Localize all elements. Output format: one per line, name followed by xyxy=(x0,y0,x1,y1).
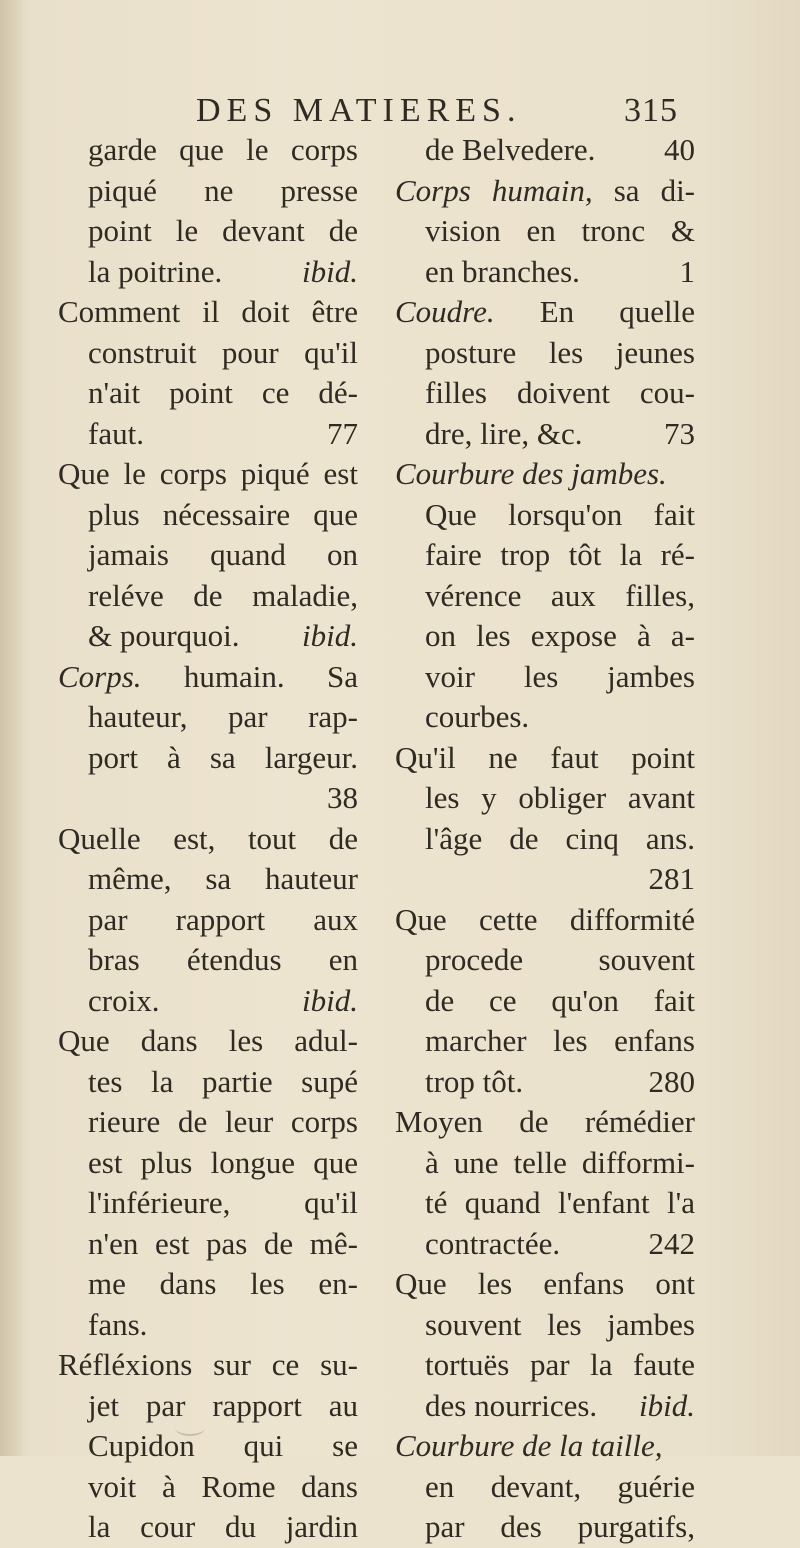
index-line xyxy=(58,1183,358,1224)
index-text: rieure de leur corps xyxy=(88,1104,358,1139)
index-text: jamais quand on xyxy=(88,537,358,572)
index-text: port à sa largeur. xyxy=(88,739,358,775)
index-text: Moyen de rémédier xyxy=(395,1104,695,1139)
index-line xyxy=(58,1062,358,1103)
index-text: Que les enfans ont xyxy=(395,1266,695,1301)
index-line xyxy=(395,252,695,293)
index-text: dre, lire, &c. xyxy=(425,415,583,451)
index-line xyxy=(395,292,695,333)
index-text: l'inférieure, qu'il xyxy=(88,1185,358,1220)
index-line xyxy=(395,535,695,576)
index-text: de Belvedere. xyxy=(425,132,596,167)
index-line xyxy=(395,130,695,171)
index-line xyxy=(395,778,695,819)
index-line xyxy=(58,1224,358,1265)
index-text: Que lorsqu'on fait xyxy=(425,496,695,532)
index-column-left xyxy=(58,130,358,1548)
index-text: hauteur, par rap- xyxy=(88,699,358,734)
index-text: Comment il doit être xyxy=(58,294,358,329)
index-heading: Courbure des jambes. xyxy=(395,456,667,491)
index-text: fans. xyxy=(88,1306,148,1342)
index-text: piqué ne presse xyxy=(88,172,358,208)
index-text: même, sa hauteur xyxy=(88,861,358,896)
index-line xyxy=(395,738,695,779)
index-text: la poitrine. xyxy=(88,253,223,289)
index-line xyxy=(58,1264,358,1305)
index-line xyxy=(395,657,695,698)
index-text: l'âge de cinq ans. xyxy=(425,820,695,856)
index-line xyxy=(58,1345,358,1386)
running-title: DES MATIERES. xyxy=(196,92,522,129)
index-text: les y obliger avant xyxy=(425,780,695,815)
index-line xyxy=(395,819,695,860)
page-reference: 280 xyxy=(648,1063,695,1099)
index-line xyxy=(58,211,358,252)
index-heading: Courbure de la taille, xyxy=(395,1428,663,1463)
index-line xyxy=(58,778,358,819)
index-line xyxy=(58,1305,358,1346)
index-line xyxy=(58,1426,358,1467)
index-line xyxy=(58,657,358,698)
index-line xyxy=(395,576,695,617)
page-reference: 281 xyxy=(648,861,695,896)
index-heading: Corps humain, xyxy=(395,172,593,208)
index-text: souvent les jambes xyxy=(425,1306,695,1342)
page-reference: 73 xyxy=(664,415,695,451)
index-text: jet par rapport au xyxy=(88,1387,358,1423)
index-text: des nourrices. xyxy=(425,1387,598,1423)
index-line xyxy=(58,1507,358,1548)
index-line xyxy=(395,900,695,941)
index-line xyxy=(395,1224,695,1265)
index-line xyxy=(395,211,695,252)
index-text: Quelle est, tout de xyxy=(58,820,358,856)
index-line xyxy=(58,454,358,495)
index-line xyxy=(395,981,695,1022)
index-text: Qu'il ne faut point xyxy=(395,739,695,775)
index-text: & pourquoi. xyxy=(88,618,240,653)
index-line xyxy=(58,981,358,1022)
page-reference: ibid. xyxy=(302,253,358,289)
index-text: sa di- xyxy=(613,172,696,208)
index-text: point le devant de xyxy=(88,213,358,248)
page-reference: 38 xyxy=(327,780,358,815)
index-line xyxy=(395,1183,695,1224)
index-line xyxy=(395,1143,695,1184)
index-text: par rapport aux xyxy=(88,901,358,937)
index-line xyxy=(395,373,695,414)
index-text: n'ait point ce dé- xyxy=(88,375,358,410)
index-line xyxy=(58,535,358,576)
page-reference: 1 xyxy=(679,253,695,289)
running-header xyxy=(196,92,678,132)
index-text: n'en est pas de mê- xyxy=(88,1225,358,1261)
index-text: construit pour qu'il xyxy=(88,334,358,370)
index-line xyxy=(58,1467,358,1508)
index-text: En quelle xyxy=(539,294,696,329)
index-text: contractée. xyxy=(425,1225,561,1261)
index-column-right xyxy=(395,130,695,1548)
index-line xyxy=(395,859,695,900)
index-line xyxy=(395,1102,695,1143)
index-text: vision en tronc & xyxy=(425,213,695,248)
index-text: humain. Sa xyxy=(183,658,358,694)
index-heading: Corps. xyxy=(58,658,142,694)
index-line xyxy=(395,1467,695,1508)
index-text: reléve de maladie, xyxy=(88,577,358,613)
index-line xyxy=(395,414,695,455)
index-line xyxy=(395,1345,695,1386)
index-line xyxy=(58,495,358,536)
index-text: par des purgatifs, xyxy=(425,1509,695,1544)
index-heading: Coudre. xyxy=(395,294,495,329)
index-text: posture les jeunes xyxy=(425,334,695,370)
index-text: est plus longue que xyxy=(88,1144,358,1180)
index-line xyxy=(58,819,358,860)
index-line xyxy=(58,859,358,900)
index-text: courbes. xyxy=(425,699,530,734)
index-text: plus nécessaire que xyxy=(88,496,358,532)
index-line xyxy=(395,454,695,495)
index-line xyxy=(58,373,358,414)
index-line xyxy=(395,1386,695,1427)
index-text: Que cette difformité xyxy=(395,901,695,937)
index-line xyxy=(58,252,358,293)
index-line xyxy=(395,333,695,374)
page-reference: 77 xyxy=(327,415,358,451)
index-line xyxy=(395,1264,695,1305)
index-text: on les expose à a- xyxy=(425,618,695,653)
index-line xyxy=(395,1507,695,1548)
index-line xyxy=(395,1305,695,1346)
index-line xyxy=(58,414,358,455)
index-text: en devant, guérie xyxy=(425,1468,695,1504)
index-text: en branches. xyxy=(425,253,580,289)
page-gutter-edge xyxy=(0,0,22,1456)
index-text: voir les jambes xyxy=(425,658,695,694)
page-reference: ibid. xyxy=(302,982,358,1018)
index-line xyxy=(395,1426,695,1467)
index-text: tes la partie supé xyxy=(88,1063,358,1099)
index-text: garde que le corps xyxy=(88,132,358,167)
index-text: trop tôt. xyxy=(425,1063,524,1099)
index-line xyxy=(58,697,358,738)
index-line xyxy=(395,171,695,212)
index-line xyxy=(58,616,358,657)
index-line xyxy=(58,292,358,333)
index-text: Cupidon qui se xyxy=(88,1428,358,1463)
page-reference: ibid. xyxy=(639,1387,695,1423)
index-line xyxy=(58,1102,358,1143)
index-text: Réfléxions sur ce su- xyxy=(58,1347,358,1382)
index-text: procede souvent xyxy=(425,942,695,977)
index-line xyxy=(58,1386,358,1427)
index-line xyxy=(58,1143,358,1184)
index-line xyxy=(395,495,695,536)
index-text: marcher les enfans xyxy=(425,1023,695,1058)
index-text: bras étendus en xyxy=(88,942,358,977)
index-text: tortuës par la faute xyxy=(425,1347,695,1382)
index-line xyxy=(395,1021,695,1062)
page-reference: 40 xyxy=(664,132,695,167)
index-text: Que dans les adul- xyxy=(58,1023,358,1058)
page-reference: 242 xyxy=(648,1225,695,1261)
index-line xyxy=(58,940,358,981)
index-line xyxy=(395,616,695,657)
index-text: de ce qu'on fait xyxy=(425,982,695,1018)
index-line xyxy=(58,333,358,374)
index-text: faut. xyxy=(88,415,144,451)
page-number: 315 xyxy=(624,92,678,129)
index-line xyxy=(58,171,358,212)
index-text: croix. xyxy=(88,982,160,1018)
index-text: té quand l'enfant l'a xyxy=(425,1185,695,1220)
index-line xyxy=(395,1062,695,1103)
index-text: Que le corps piqué est xyxy=(58,456,358,491)
index-text: à une telle difformi- xyxy=(425,1144,695,1180)
index-line xyxy=(58,900,358,941)
index-line xyxy=(58,130,358,171)
index-text: voit à Rome dans xyxy=(88,1468,358,1504)
index-text: la cour du jardin xyxy=(88,1509,358,1544)
index-line xyxy=(58,738,358,779)
index-line xyxy=(395,697,695,738)
index-text: faire trop tôt la ré- xyxy=(425,537,695,572)
ink-smudge xyxy=(175,1420,205,1436)
index-text: me dans les en- xyxy=(88,1266,358,1301)
index-text: vérence aux filles, xyxy=(425,577,695,613)
index-line xyxy=(395,940,695,981)
page-reference: ibid. xyxy=(302,618,358,653)
index-text: filles doivent cou- xyxy=(425,375,695,410)
index-line xyxy=(58,576,358,617)
index-line xyxy=(58,1021,358,1062)
